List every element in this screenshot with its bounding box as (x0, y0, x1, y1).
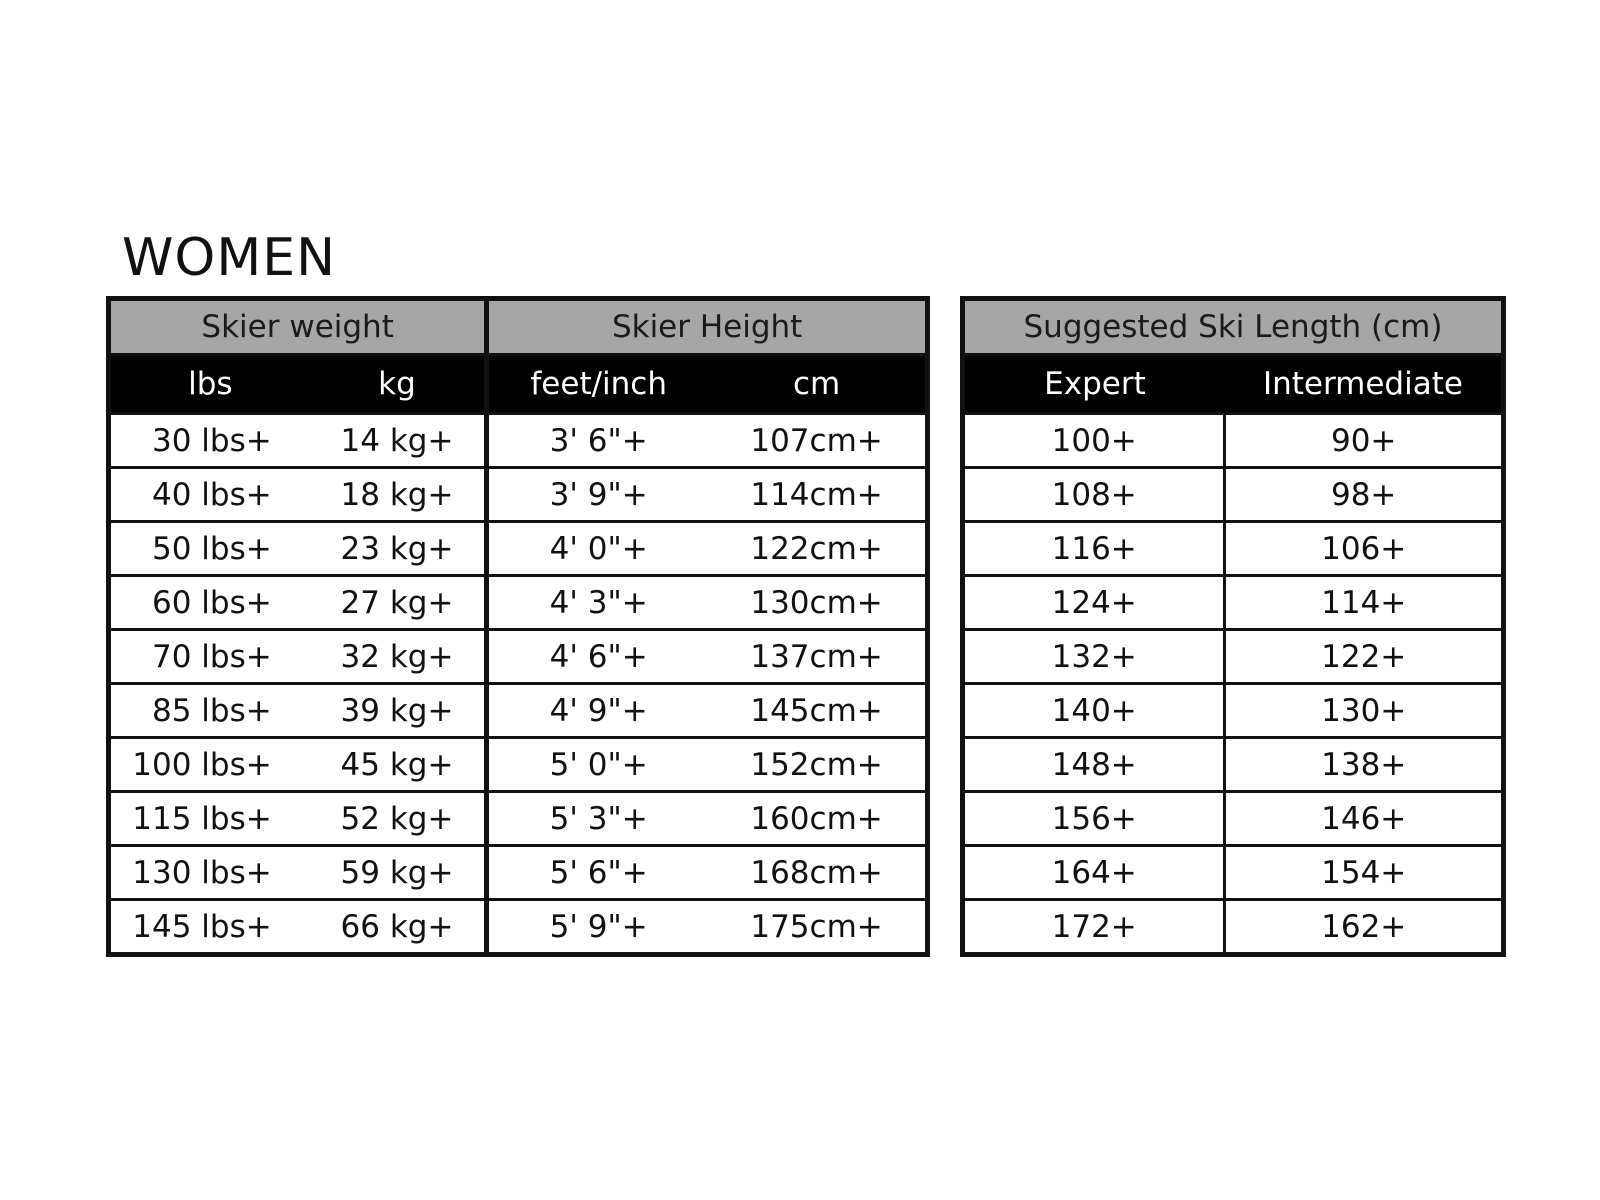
table-row (109, 576, 928, 630)
intermediate-cell: 114+ (1225, 576, 1504, 630)
table-row (109, 630, 928, 684)
table-row (963, 684, 1504, 738)
kg-cell: 66 kg+ (310, 900, 487, 955)
intermediate-cell: 138+ (1225, 738, 1504, 792)
lbs-cell: 100 lbs+ (109, 738, 310, 792)
feet-inch-cell: 4' 0"+ (487, 522, 708, 576)
table-row (963, 846, 1504, 900)
kg-cell: 32 kg+ (310, 630, 487, 684)
lbs-cell: 30 lbs+ (109, 414, 310, 468)
expert-cell: 156+ (963, 792, 1225, 846)
kg-cell: 27 kg+ (310, 576, 487, 630)
expert-cell: 124+ (963, 576, 1225, 630)
table-row (963, 792, 1504, 846)
intermediate-cell: 130+ (1225, 684, 1504, 738)
expert-cell: 140+ (963, 684, 1225, 738)
table-row (963, 630, 1504, 684)
intermediate-cell: 146+ (1225, 792, 1504, 846)
weight-height-table (106, 296, 930, 957)
ski-length-table (960, 296, 1506, 957)
expert-cell: 132+ (963, 630, 1225, 684)
lbs-cell: 40 lbs+ (109, 468, 310, 522)
feet-inch-cell: 3' 9"+ (487, 468, 708, 522)
expert-header: Expert (963, 355, 1225, 414)
kg-cell: 23 kg+ (310, 522, 487, 576)
feet-inch-header: feet/inch (487, 355, 708, 414)
lbs-cell: 145 lbs+ (109, 900, 310, 955)
cm-cell: 114cm+ (708, 468, 927, 522)
table-row (963, 576, 1504, 630)
feet-inch-cell: 4' 9"+ (487, 684, 708, 738)
feet-inch-cell: 5' 9"+ (487, 900, 708, 955)
feet-inch-cell: 5' 3"+ (487, 792, 708, 846)
expert-cell: 148+ (963, 738, 1225, 792)
kg-header: kg (310, 355, 487, 414)
table-row (109, 684, 928, 738)
intermediate-cell: 98+ (1225, 468, 1504, 522)
expert-cell: 116+ (963, 522, 1225, 576)
cm-cell: 130cm+ (708, 576, 927, 630)
sub-header-row (963, 355, 1504, 414)
expert-cell: 164+ (963, 846, 1225, 900)
page-title: WOMEN (122, 228, 336, 288)
cm-cell: 145cm+ (708, 684, 927, 738)
lbs-cell: 60 lbs+ (109, 576, 310, 630)
expert-cell: 100+ (963, 414, 1225, 468)
lbs-cell: 50 lbs+ (109, 522, 310, 576)
lbs-cell: 70 lbs+ (109, 630, 310, 684)
kg-cell: 39 kg+ (310, 684, 487, 738)
intermediate-cell: 106+ (1225, 522, 1504, 576)
expert-cell: 172+ (963, 900, 1225, 955)
cm-cell: 160cm+ (708, 792, 927, 846)
table-row (109, 522, 928, 576)
intermediate-header: Intermediate (1225, 355, 1504, 414)
table-row (109, 846, 928, 900)
table-row (109, 468, 928, 522)
feet-inch-cell: 5' 6"+ (487, 846, 708, 900)
intermediate-cell: 90+ (1225, 414, 1504, 468)
table-row (963, 900, 1504, 955)
intermediate-cell: 162+ (1225, 900, 1504, 955)
lbs-header: lbs (109, 355, 310, 414)
group-header-row (109, 299, 928, 355)
suggested-ski-length-header: Suggested Ski Length (cm) (963, 299, 1504, 355)
feet-inch-cell: 4' 6"+ (487, 630, 708, 684)
skier-height-header: Skier Height (487, 299, 928, 355)
lbs-cell: 130 lbs+ (109, 846, 310, 900)
table-row (109, 414, 928, 468)
table-row (109, 738, 928, 792)
feet-inch-cell: 5' 0"+ (487, 738, 708, 792)
table-row (109, 792, 928, 846)
table-row (109, 900, 928, 955)
cm-header: cm (708, 355, 927, 414)
expert-cell: 108+ (963, 468, 1225, 522)
table-row (963, 414, 1504, 468)
lbs-cell: 85 lbs+ (109, 684, 310, 738)
sub-header-row (109, 355, 928, 414)
intermediate-cell: 122+ (1225, 630, 1504, 684)
cm-cell: 168cm+ (708, 846, 927, 900)
table-row (963, 738, 1504, 792)
kg-cell: 52 kg+ (310, 792, 487, 846)
kg-cell: 45 kg+ (310, 738, 487, 792)
kg-cell: 14 kg+ (310, 414, 487, 468)
cm-cell: 107cm+ (708, 414, 927, 468)
feet-inch-cell: 4' 3"+ (487, 576, 708, 630)
cm-cell: 152cm+ (708, 738, 927, 792)
lbs-cell: 115 lbs+ (109, 792, 310, 846)
kg-cell: 59 kg+ (310, 846, 487, 900)
group-header-row (963, 299, 1504, 355)
table-row (963, 522, 1504, 576)
cm-cell: 175cm+ (708, 900, 927, 955)
feet-inch-cell: 3' 6"+ (487, 414, 708, 468)
cm-cell: 122cm+ (708, 522, 927, 576)
intermediate-cell: 154+ (1225, 846, 1504, 900)
table-row (963, 468, 1504, 522)
cm-cell: 137cm+ (708, 630, 927, 684)
skier-weight-header: Skier weight (109, 299, 487, 355)
kg-cell: 18 kg+ (310, 468, 487, 522)
